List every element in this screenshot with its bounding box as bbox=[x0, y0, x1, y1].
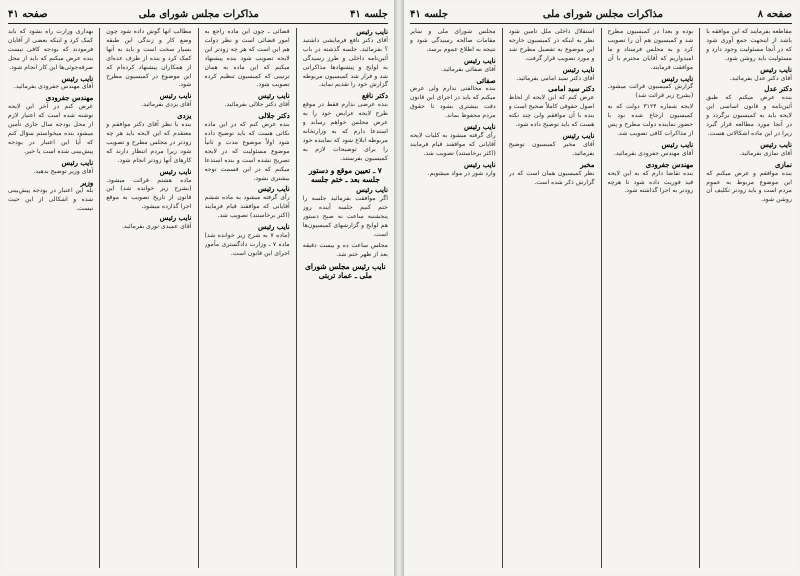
column-rule bbox=[601, 28, 602, 568]
paragraph: آقای یزدی بفرمائید. bbox=[141, 101, 192, 109]
paragraph: بنده عرض کنم که در این ماده نکاتی هست که باید توضیح داده شود اولاً موضوع مدت و ثانیاً موضوع مسئولیت که در لایحه تصریح نشده است و بنده استدعا میکنم که در این قسمت توجه بیشتری بشود. bbox=[204, 121, 290, 182]
paragraph: بنده با نظر آقای دکتر موافقم و معتقدم که این لایحه باید هر چه زودتر در مجلس مطرح و تصویب شود زیرا مردم انتظار دارند که کارهای آنها زودتر انجام شود. bbox=[106, 121, 192, 164]
speaker-name: نایب رئیس bbox=[760, 64, 792, 74]
speaker-name: نایب رئیس bbox=[159, 213, 192, 223]
paragraph: اگر موافقت بفرمائید جلسه را ختم کنیم جلسه آینده روز پنجشنبه ساعت نه صبح دستور هم لوایح و گزارشهای کمیسیون‌ها است. bbox=[302, 195, 388, 238]
left-columns bbox=[8, 28, 388, 568]
text-column bbox=[8, 28, 93, 568]
paragraph: آقای نمازی بفرمائید. bbox=[739, 149, 792, 157]
speaker-name: دکتر جلالی bbox=[258, 111, 290, 121]
speaker-name: نایب رئیس bbox=[562, 130, 595, 140]
speaker-name: نمازی bbox=[775, 159, 792, 169]
speaker-name: مخبر bbox=[580, 159, 595, 169]
speaker-name: نایب رئیس bbox=[61, 73, 94, 83]
paragraph: آقای دکتر عدل بفرمائید. bbox=[730, 74, 792, 82]
column-rule bbox=[198, 28, 199, 568]
speaker-name: نایب رئیس bbox=[159, 91, 192, 101]
paragraph: وارد شور در مواد میشویم. bbox=[427, 169, 496, 177]
speaker-name: نایب رئیس bbox=[464, 159, 496, 169]
speaker-name: نایب رئیس bbox=[464, 55, 496, 65]
paragraph: آقای صفائی بفرمائید. bbox=[440, 65, 496, 73]
left-page bbox=[2, 2, 394, 574]
journal-title: مذاکرات مجلس شورای ملی bbox=[138, 8, 259, 20]
paragraph: گزارش کمیسیون قرائت میشود. (بشرح زیر قرائت شد) bbox=[607, 83, 694, 100]
paragraph: بله این اعتبار در بودجه پیش‌بینی شده و اشکالی از این حیث نیست. bbox=[8, 187, 94, 213]
speaker-name: نایب رئیس bbox=[159, 166, 192, 176]
text-column bbox=[509, 28, 595, 568]
page-number: صفحه ۴۱ bbox=[8, 8, 48, 20]
paragraph: بنده تقاضا دارم که به این لایحه قید فوریت داده شود تا هرچه زودتر به اجرا گذاشته شود. bbox=[607, 169, 694, 195]
paragraph: استقلال داخلی ملل تأمین شود نظر به اینکه در کمیسیون خارجه این موضوع به تفصیل مطرح شد و مورد تصویب قرار گرفت. bbox=[508, 28, 595, 62]
right-page-header bbox=[410, 6, 792, 22]
header-rule bbox=[8, 23, 388, 24]
header-rule bbox=[410, 23, 792, 24]
paragraph: بنده عرض میکنم که طبق آئین‌نامه و قانون اساسی این لایحه باید به کمیسیون برگردد و در آنجا مورد مطالعه قرار گیرد زیرا در این ماده اشکالاتی هست. bbox=[706, 94, 792, 137]
text-column bbox=[205, 28, 290, 568]
text-column bbox=[706, 28, 792, 568]
paragraph: رأی گرفته میشود به ماده ششم آقایانی که موافقند قیام فرمایند (اکثر برخاستند) تصویب شد. bbox=[204, 194, 290, 220]
column-rule bbox=[99, 28, 100, 568]
speaker-name: مهندس جفرودی bbox=[45, 93, 94, 103]
speaker-name: نایب رئیس bbox=[356, 28, 388, 36]
paragraph: آقای دکتر سید امامی بفرمائید. bbox=[516, 74, 595, 82]
speaker-name: نایب رئیس bbox=[258, 222, 290, 232]
paragraph: آقای وزیر توضیح بدهید. bbox=[33, 167, 94, 175]
column-rule bbox=[502, 28, 503, 568]
speaker-name: دکتر عدل bbox=[764, 84, 792, 94]
speaker-name: نایب رئیس bbox=[661, 139, 694, 149]
section-heading: ۷ ـ تعیین موقع و دستور جلسه بعد ـ ختم جلسه bbox=[309, 165, 382, 184]
paragraph: آقای دکتر نافع فرمایشی داشتید ؟ بفرمائید. جلسه گذشته در باب آئین‌نامه داخلی و طرز رسیدگی به لوایح و پیشنهادها مذاکراتی شد و قرار شد کمیسیون مربوطه گزارش خود را تقدیم نماید. bbox=[302, 36, 388, 89]
paragraph: رأی گرفته میشود به کلیات لایحه آقایانی که موافقند قیام فرمایند (اکثر برخاستند) تصویب شد. bbox=[410, 131, 496, 157]
speaker-name: نایب رئیس bbox=[464, 122, 496, 132]
paragraph: مجلس ساعت ده و بیست دقیقه بعد از ظهر ختم شد. bbox=[302, 241, 388, 258]
speaker-name: دکتر سید امامی bbox=[548, 84, 595, 94]
session-label: جلسه ۴۱ bbox=[349, 8, 388, 20]
paragraph: بنده عرضی ندارم فقط در موقع طرح لایحه عرایض خود را به عرض مجلس خواهم رساند و استدعا دارم که به وزارتخانه مربوطه ابلاغ شود که نماینده خود را برای توضیحات لازم به کمیسیون بفرستند. bbox=[302, 101, 388, 162]
paragraph: آقای عمیدی نوری بفرمائید. bbox=[121, 223, 192, 231]
paragraph: مجلس شورای ملی و سایر مقامات صالحه رسیدگی شود و نتیجه به اطلاع عموم برسد. bbox=[410, 28, 496, 53]
paragraph: ماده هشتم قرائت میشود. (بشرح زیر خوانده شد) این قانون از تاریخ تصویب به موقع اجرا گذارده میشود. bbox=[106, 176, 192, 211]
text-column bbox=[608, 28, 694, 568]
speaker-name: دکتر نافع bbox=[361, 91, 388, 101]
paragraph: عرض کنم در آخر این لایحه نوشته شده است که اعتبار لازم از محل بودجه سال جاری تأمین میشود بنده میخواستم سؤال کنم که آیا این اعتبار در بودجه پیش‌بینی شده است یا خیر. bbox=[8, 103, 94, 155]
paragraph: نظر کمیسیون همان است که در گزارش ذکر شده است. bbox=[508, 169, 595, 186]
closing-signature: نایب رئیس مجلس شورای ملی ـ عماد تربتی bbox=[305, 261, 386, 280]
paragraph: آقای مهندس جفرودی بفرمائید. bbox=[13, 83, 94, 91]
paragraph: بنده مخالفتی ندارم ولی عرض میکنم که باید در اجرای این قانون دقت بیشتری بشود تا حقوق مردم محفوظ بماند. bbox=[410, 85, 496, 120]
speaker-name: صفائی bbox=[476, 75, 496, 85]
paragraph: مقاطعه بفرمایند که این موافقه با باشد از اینجهت جمع آوری شود که در آنجا مسئولیت وجود دارد و مسئولیت باید روشن شود. bbox=[706, 28, 792, 62]
paragraph: لایحه شماره ۳۱۲۴ دولت که به کمیسیون ارجاع شده بود با حضور نماینده دولت مطرح و پس از مذاکرات کافی تصویب شد. bbox=[607, 103, 694, 137]
left-page-header bbox=[8, 6, 388, 22]
right-page bbox=[404, 2, 798, 574]
paragraph: بوده و بعداً در کمیسیون مطرح شد و کمیسیون هم آن را تصویب کرد و به مجلس فرستاد و ما امیدواریم که آقایان محترم با آن موافقت فرمایند. bbox=[607, 28, 694, 71]
text-column bbox=[106, 28, 191, 568]
paragraph: آقای مهندس جفرودی بفرمائید. bbox=[613, 149, 694, 157]
speaker-name: نایب رئیس bbox=[258, 184, 290, 194]
paragraph: قضائی ـ چون این ماده راجع به امور قضائی است و نظر دولت هم این است که هر چه زودتر این لایحه تصویب شود بنده پیشنهاد میکنم که این ماده به همان ترتیبی که کمیسیون تنظیم کرده تصویب شود. bbox=[204, 28, 290, 89]
paragraph: بهداری وزارت راه بشود که باید کمک کرد و اینکه بعضی از آقایان فرمودند که بودجه کافی نیست بنده عرض میکنم که باید از محل صرفه‌جوئی‌ها این کار انجام شود. bbox=[8, 28, 94, 71]
speaker-name: نایب رئیس bbox=[562, 64, 595, 74]
speaker-name: یزدی bbox=[177, 111, 192, 121]
speaker-name: وزیر bbox=[80, 177, 94, 187]
journal-title: مذاکرات مجلس شورای ملی bbox=[542, 8, 663, 20]
book-gutter bbox=[394, 0, 404, 576]
speaker-name: نایب رئیس bbox=[760, 139, 792, 149]
paragraph: عرض کنم که این لایحه از لحاظ اصول حقوقی کاملاً صحیح است و بنده با آن موافقم ولی چند نکته هست که باید توضیح داده شود. bbox=[508, 94, 595, 129]
right-columns bbox=[410, 28, 792, 568]
paragraph: آقای مخبر کمیسیون توضیح بفرمائید. bbox=[508, 140, 595, 157]
speaker-name: نایب رئیس bbox=[356, 185, 388, 195]
text-column bbox=[410, 28, 496, 568]
column-rule bbox=[296, 28, 297, 568]
session-label: جلسه ۴۱ bbox=[410, 8, 449, 20]
paragraph: آقای دکتر جلالی بفرمائید. bbox=[224, 101, 290, 109]
speaker-name: مهندس جفرودی bbox=[645, 159, 694, 169]
text-column bbox=[303, 28, 388, 568]
speaker-name: نایب رئیس bbox=[61, 157, 94, 167]
page-number: صفحه ۸ bbox=[757, 8, 792, 20]
paragraph: بنده موافقم و عرض میکنم که این موضوع مربوط به عموم مردم است و باید زودتر تکلیف آن روشن شود. bbox=[706, 169, 792, 204]
column-rule bbox=[699, 28, 700, 568]
speaker-name: نایب رئیس bbox=[661, 73, 694, 83]
paragraph: (ماده ۷ به شرح زیر خوانده شد) ماده ۷ ـ وزارت دادگستری مأمور اجرای این قانون است. bbox=[204, 231, 290, 257]
paragraph: مطالب آنها گوش داده شود چون وضع کار و زندگی این طبقه بسیار سخت است و باید به آنها کمک کرد و بنده از طرف عده‌ای از همکاران پیشنهاد کرده‌ام که این موضوع در کمیسیون مطرح شود. bbox=[106, 28, 192, 89]
speaker-name: نایب رئیس bbox=[258, 91, 290, 101]
